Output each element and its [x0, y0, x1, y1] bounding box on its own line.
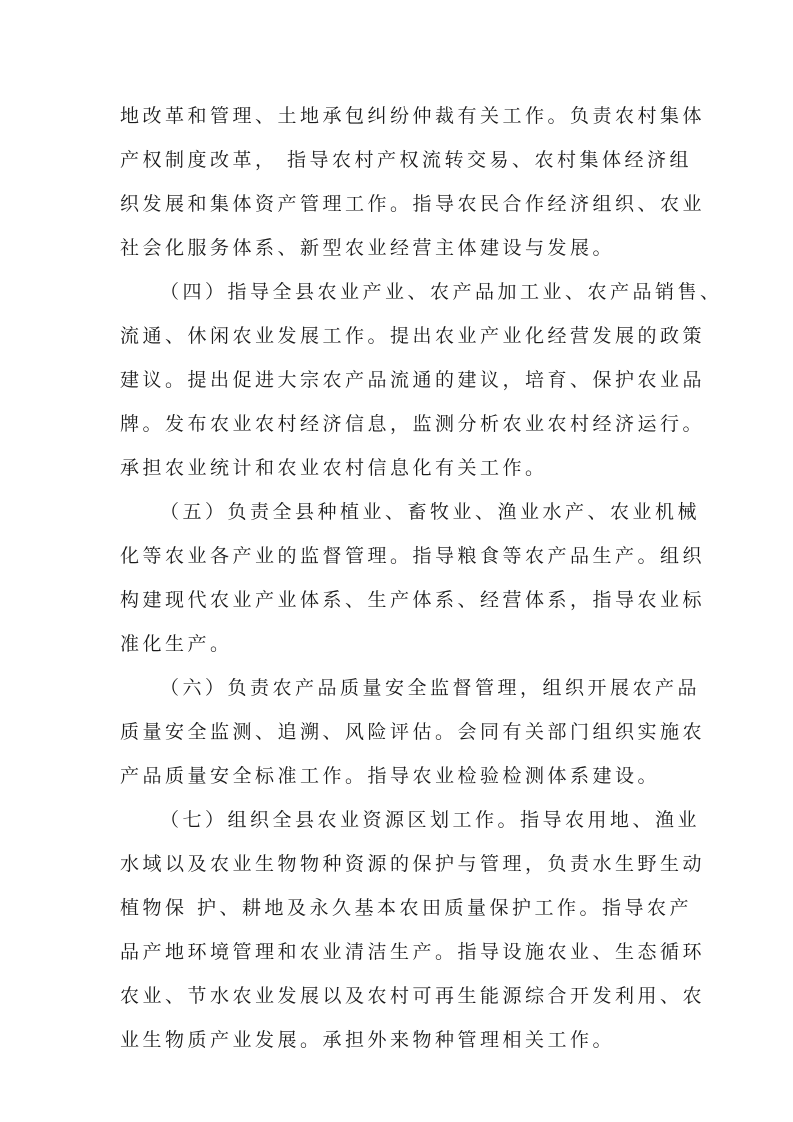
text-line: 织发展和集体资产管理工作。指导农民合作经济组织、农业 — [120, 193, 706, 215]
text-line: 产品质量安全标准工作。指导农业检验检测体系建设。 — [120, 765, 661, 787]
text-line: 牌。发布农业农村经济信息，监测分析农业农村经济运行。 — [120, 413, 706, 435]
text-line: 农业、节水农业发展以及农村可再生能源综合开发利用、农 — [120, 985, 706, 1007]
text-line: 社会化服务体系、新型农业经营主体建设与发展。 — [120, 237, 616, 259]
text-line: 水域以及农业生物物种资源的保护与管理，负责水生野生动 — [120, 853, 706, 875]
text-line: 品产地环境管理和农业清洁生产。指导设施农业、生态循环 — [120, 941, 706, 963]
text-line: 质量安全监测、追溯、风险评估。会同有关部门组织实施农 — [120, 721, 706, 743]
text-line: 产权制度改革， 指导农村产权流转交易、农村集体经济组 — [120, 149, 693, 171]
paragraph-7-first-line: （七）组织全县农业资源区划工作。指导农用地、渔业 — [160, 809, 701, 831]
paragraph-4-first-line: （四）指导全县农业产业、农产品加工业、农产品销售、 — [160, 281, 723, 303]
text-line: 流通、休闲农业发展工作。提出农业产业化经营发展的政策 — [120, 325, 706, 347]
text-line: 地改革和管理、土地承包纠纷仲裁有关工作。负责农村集体 — [120, 105, 706, 127]
text-line: 承担农业统计和农业农村信息化有关工作。 — [120, 457, 548, 479]
text-line: 业生物质产业发展。承担外来物种管理相关工作。 — [120, 1029, 616, 1051]
text-line: 建议。提出促进大宗农产品流通的建议，培育、保护农业品 — [120, 369, 706, 391]
paragraph-6-first-line: （六）负责农产品质量安全监督管理，组织开展农产品 — [160, 677, 701, 699]
text-line: 构建现代农业产业体系、生产体系、经营体系，指导农业标 — [120, 589, 706, 611]
paragraph-5-first-line: （五）负责全县种植业、畜牧业、渔业水产、农业机械 — [160, 501, 701, 523]
text-line: 植物保 护、耕地及永久基本农田质量保护工作。指导农产 — [120, 897, 693, 919]
text-line: 准化生产。 — [120, 633, 233, 655]
text-line: 化等农业各产业的监督管理。指导粮食等农产品生产。组织 — [120, 545, 706, 567]
